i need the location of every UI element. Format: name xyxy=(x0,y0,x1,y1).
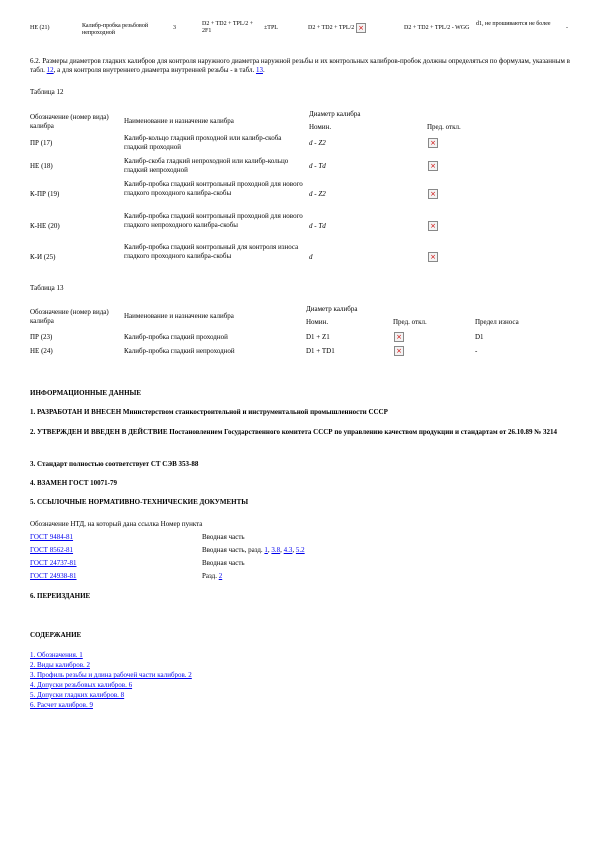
table-row-code: К-ПР (19) xyxy=(30,189,60,198)
reference-section xyxy=(202,533,245,542)
reference-section xyxy=(202,572,222,581)
reference-section-text: Вводная часть xyxy=(202,533,245,541)
table12-link[interactable]: 12 xyxy=(46,66,54,74)
info-item-4: 4. ВЗАМЕН ГОСТ 10071-79 xyxy=(30,479,118,487)
reference-doc-link[interactable]: ГОСТ 8562-81 xyxy=(30,546,74,554)
table12-header-name: Наименование и назначение калибра xyxy=(124,117,234,125)
table-row-name: Калибр-пробка гладкий непроходной xyxy=(124,347,235,355)
contents-item-link[interactable]: 1. Обозначения. 1 xyxy=(30,651,83,659)
table-row-wear: - xyxy=(475,347,478,355)
info-item-3: 3. Стандарт полностью соответствует СТ СЭВ 353-88 xyxy=(30,460,199,468)
table-row-code: НЕ (18) xyxy=(30,162,53,170)
reference-doc-link[interactable]: ГОСТ 24938-81 xyxy=(30,572,77,580)
table13-header-tol: Пред. откл. xyxy=(393,318,427,326)
top-cell-10: - xyxy=(566,25,568,31)
table12-header-tol: Пред. откл. xyxy=(427,123,461,131)
contents-item-link[interactable]: 3. Профиль резьбы и длина рабочей части калибров. 2 xyxy=(30,671,192,679)
table13-header-name: Наименование и назначение калибра xyxy=(124,312,234,320)
reference-section-link[interactable]: 2 xyxy=(218,572,223,580)
table12-header-group: Диаметр калибра xyxy=(309,110,361,118)
table-row-nominal: D1 + TD1 xyxy=(306,347,335,355)
reference-section-text: Разд. xyxy=(202,572,219,580)
top-cell-3: 3 xyxy=(173,25,176,31)
table-row-nominal: d - Td xyxy=(309,162,326,170)
table-row-name: Калибр-пробка гладкий контрольный для контроля износа гладкого проходного калибра-скобы xyxy=(124,243,299,260)
table-row-nominal: D1 + Z1 xyxy=(306,333,330,341)
reference-section-text: Вводная часть xyxy=(202,559,245,567)
top-cell-4: D2 + TD2 + TPL/2 + 2F1 xyxy=(202,21,254,34)
table-row-nominal: d - Z2 xyxy=(309,189,326,198)
broken-image-icon: × xyxy=(428,138,438,148)
table-row-name: Калибр-пробка гладкий контрольный проходной для нового гладкого проходного калибра-скобы xyxy=(124,180,303,197)
table12-header-nom: Номин. xyxy=(309,123,332,131)
broken-image-icon: × xyxy=(394,346,404,356)
contents-item-link[interactable]: 5. Допуски гладких калибров. 8 xyxy=(30,691,125,699)
table12-title: Таблица 12 xyxy=(30,88,64,96)
top-cell-1: НЕ (21) xyxy=(30,25,50,31)
table-row-name: Калибр-кольцо гладкий проходной или калибр-скоба гладкий проходной xyxy=(124,134,282,151)
table13-header-code: Обозначение (номер вида) калибра xyxy=(30,308,109,325)
broken-image-icon: × xyxy=(428,189,438,199)
table13-link[interactable]: 13 xyxy=(255,66,263,74)
broken-image-icon: × xyxy=(428,161,438,171)
intro-paragraph: 6.2. Размеры диаметров гладких калибров для контроля наружного диаметра наружной резьбы и их контрольных калибров-пробок должны определяться по формулам, указанным в табл. 12, а для контроля внутреннего диаметра внутренней резьбы - в табл. 13. xyxy=(30,57,570,74)
broken-image-icon: × xyxy=(356,23,366,33)
table-row-name: Калибр-скоба гладкий непроходной или калибр-кольцо гладкий непроходной xyxy=(124,157,289,174)
reference-section-link[interactable]: 5.2 xyxy=(295,546,305,554)
reference-doc-link[interactable]: ГОСТ 9484-81 xyxy=(30,533,74,541)
top-cell-6: D2 + TD2 + TPL/2 xyxy=(308,25,355,31)
refs-header: Обозначение НТД, на который дана ссылка Номер пункта xyxy=(30,520,203,528)
top-cell-8: D2 + TD2 + TPL/2 - WGG xyxy=(404,25,470,31)
table-row-code: ПР (23) xyxy=(30,333,53,341)
table-row-name: Калибр-пробка гладкий контрольный проходной для нового гладкого непроходного калибра-скобы xyxy=(124,212,303,229)
table-row-nominal: d xyxy=(309,252,313,261)
table-row-code: К-И (25) xyxy=(30,252,56,261)
broken-image-icon: × xyxy=(428,221,438,231)
table13-header-nom: Номин. xyxy=(306,318,329,326)
contents-item-link[interactable]: 4. Допуски резьбовых калибров. 6 xyxy=(30,681,133,689)
table-row-code: НЕ (24) xyxy=(30,347,53,355)
info-item-1: 1. РАЗРАБОТАН И ВНЕСЕН Министерством станкостроительной и инструментальной промышленности СССР xyxy=(30,408,388,416)
info-item-5: 5. ССЫЛОЧНЫЕ НОРМАТИВНО-ТЕХНИЧЕСКИЕ ДОКУМЕНТЫ xyxy=(30,498,249,506)
table13-title: Таблица 13 xyxy=(30,284,64,292)
reference-section: Вводная часть, разд. 1, 3.8, 4.3, 5.2 xyxy=(202,546,305,554)
table13-header-group: Диаметр калибра xyxy=(306,305,358,313)
table-row-wear: D1 xyxy=(475,333,484,341)
reissue: 6. ПЕРЕИЗДАНИЕ xyxy=(30,592,91,600)
table-row-code: ПР (17) xyxy=(30,139,53,147)
contents-heading: СОДЕРЖАНИЕ xyxy=(30,631,82,639)
contents-item-link[interactable]: 2. Виды калибров. 2 xyxy=(30,661,90,669)
top-cell-2: Калибр-пробка резьбовой непроходной xyxy=(82,23,149,36)
top-cell-5: ±TPL xyxy=(264,25,278,31)
table-row-name: Калибр-пробка гладкий проходной xyxy=(124,333,228,341)
reference-section-link[interactable]: 3.8 xyxy=(271,546,281,554)
reference-section xyxy=(202,559,245,568)
broken-image-icon: × xyxy=(394,332,404,342)
table-row-nominal: d - Z2 xyxy=(309,139,326,147)
info-heading: ИНФОРМАЦИОННЫЕ ДАННЫЕ xyxy=(30,389,142,397)
reference-doc-link[interactable]: ГОСТ 24737-81 xyxy=(30,559,77,567)
info-item-2: 2. УТВЕРЖДЕН И ВВЕДЕН В ДЕЙСТВИЕ Постановлением Государственного комитета СССР по управлению качеством продукции и стандартам от 26.10.89 № 3214 xyxy=(30,428,557,436)
table13-header-wear: Предел износа xyxy=(475,318,519,326)
table-row-nominal: d - Td xyxy=(309,221,326,230)
table12-header-code: Обозначение (номер вида) калибра xyxy=(30,113,109,130)
reference-section-link[interactable]: 4.3 xyxy=(283,546,293,554)
reference-section-link[interactable]: 1 xyxy=(264,546,268,554)
top-cell-9: d1, не прошиваются не более xyxy=(476,21,551,27)
broken-image-icon: × xyxy=(428,252,438,262)
table-row-code: К-НЕ (20) xyxy=(30,221,60,230)
reference-section-text: Вводная часть, разд. xyxy=(202,546,265,554)
contents-item-link[interactable]: 6. Расчет калибров. 9 xyxy=(30,701,93,709)
